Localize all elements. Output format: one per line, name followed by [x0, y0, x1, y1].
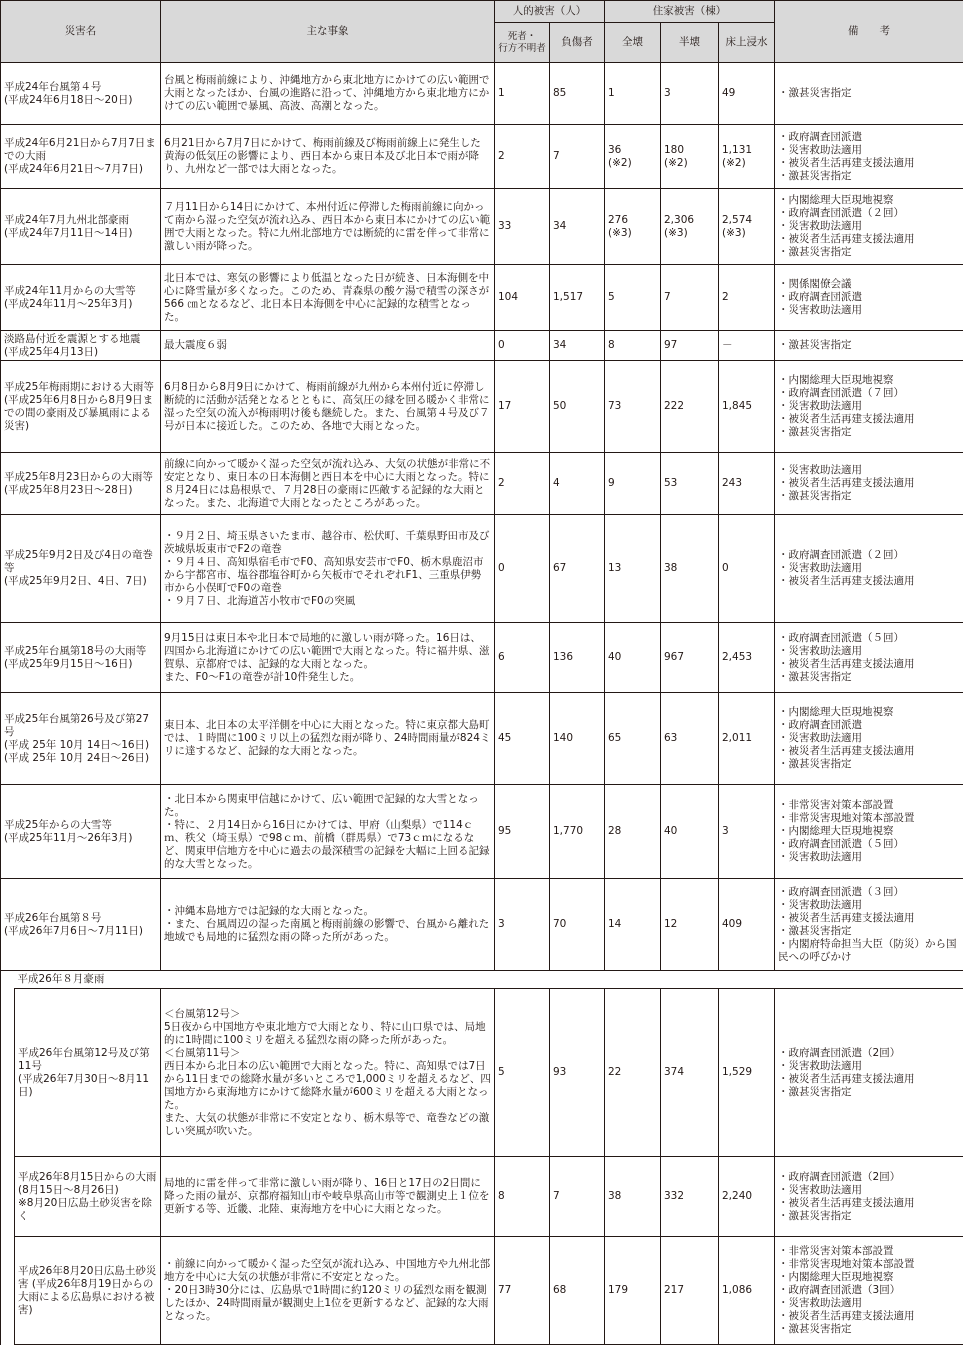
event-description: ・前線に向かって暖かく湿った空気が流れ込み、中国地方や九州北部地方を中心に大気の状態が非常に不安定となった。 ・20日3時30分には、広島県で1時間に約120ミリの猛烈な雨を観測したほか、24時間雨量が観測史上1位を更新するなど、記録的な大雨となった。: [161, 1237, 495, 1345]
injured-count: 85: [550, 63, 605, 125]
half-destroyed-count: 38: [661, 515, 719, 623]
table-row: [1, 361, 963, 453]
remarks: ・関係閣僚会議 ・政府調査団派遣 ・災害救助法適用: [775, 265, 963, 331]
header-events: 主な事象: [161, 1, 495, 63]
table-row: [1, 693, 963, 785]
remarks: ・内閣総理大臣現地視察 ・政府調査団派遣 ・災害救助法適用 ・被災者生活再建支援法適用 ・激甚災害指定: [775, 693, 963, 785]
injured-count: 50: [550, 361, 605, 453]
full-destroyed-count: 22: [605, 989, 661, 1157]
table-row: [1, 879, 963, 971]
group-indent: [1, 1157, 15, 1237]
disaster-name: 平成25年からの大雪等 (平成25年11月～26年3月): [1, 785, 161, 879]
table-row: [1, 515, 963, 623]
dead-missing-count: 77: [495, 1237, 550, 1345]
dead-missing-count: 104: [495, 265, 550, 331]
disaster-name: 平成26年8月15日からの大雨 (8月15日～8月26日) ※8月20日広島土砂災害を除く: [15, 1157, 161, 1237]
dead-missing-count: 2: [495, 125, 550, 189]
dead-missing-count: 0: [495, 515, 550, 623]
remarks: ・政府調査団派遣（５回） ・災害救助法適用 ・被災者生活再建支援法適用 ・激甚災害指定: [775, 623, 963, 693]
event-description: 前線に向かって暖かく湿った空気が流れ込み、大気の状態が非常に不安定となり、東日本の日本海側と西日本を中心に大雨となった。特に８月24日には島根県で、７月28日の豪雨に匹敵する記録的な大雨となった。また、北海道で大雨となったところがあった。: [161, 453, 495, 515]
remarks: ・内閣総理大臣現地視察 ・政府調査団派遣（２回） ・災害救助法適用 ・被災者生活再建支援法適用 ・激甚災害指定: [775, 189, 963, 265]
table-row: [1, 453, 963, 515]
flooded-count: 2: [719, 265, 775, 331]
table-body: [1, 63, 963, 1345]
table-row: [1, 1157, 963, 1237]
half-destroyed-count: 3: [661, 63, 719, 125]
full-destroyed-count: 9: [605, 453, 661, 515]
table-row: [1, 623, 963, 693]
full-destroyed-count: 1: [605, 63, 661, 125]
header-dead: 死者・ 行方不明者: [495, 23, 550, 63]
flooded-count: 2,240: [719, 1157, 775, 1237]
injured-count: 68: [550, 1237, 605, 1345]
group-indent: [1, 971, 15, 989]
half-destroyed-count: 7: [661, 265, 719, 331]
disaster-name: 平成25年9月2日及び4日の竜巻等 (平成25年9月2日、4日、7日): [1, 515, 161, 623]
dead-missing-count: 6: [495, 623, 550, 693]
full-destroyed-count: 5: [605, 265, 661, 331]
flooded-count: 0: [719, 515, 775, 623]
header-remarks: 備 考: [775, 1, 963, 63]
table-row: [1, 189, 963, 265]
injured-count: 93: [550, 989, 605, 1157]
event-description: ・北日本から関東甲信越にかけて、広い範囲で記録的な大雪となった。 ・特に、２月14日から16日にかけては、甲府（山梨県）で114ｃｍ、秩父（埼玉県）で98ｃｍ、前橋（群馬県）で73ｃｍになるなど、関東甲信地方を中心に過去の最深積雪の記録を大幅に上回る記録的な大雪となった。: [161, 785, 495, 879]
flooded-count: 1,845: [719, 361, 775, 453]
dead-missing-count: 95: [495, 785, 550, 879]
half-destroyed-count: 222: [661, 361, 719, 453]
group-title: 平成26年８月豪雨: [15, 971, 963, 989]
full-destroyed-count: 276 (※3): [605, 189, 661, 265]
table-row: [1, 125, 963, 189]
remarks: ・非常災害対策本部設置 ・非常災害現地対策本部設置 ・内閣総理大臣現地視察 ・政府調査団派遣（3回） ・災害救助法適用 ・被災者生活再建支援法適用 ・激甚災害指定: [775, 1237, 963, 1345]
injured-count: 7: [550, 1157, 605, 1237]
injured-count: 1,517: [550, 265, 605, 331]
remarks: ・内閣総理大臣現地視察 ・政府調査団派遣（７回） ・災害救助法適用 ・被災者生活再建支援法適用 ・激甚災害指定: [775, 361, 963, 453]
flooded-count: 243: [719, 453, 775, 515]
group-header-row: [1, 971, 963, 989]
remarks: ・激甚災害指定: [775, 63, 963, 125]
event-description: 6月8日から8月9日にかけて、梅雨前線が九州から本州付近に停滞し断続的に活動が活発となるとともに、高気圧の縁を回る暖かく非常に湿った空気の流入が梅雨明け後も継続した。また、台風第４号及び７号が日本に接近した。このため、各地で大雨となった。: [161, 361, 495, 453]
header-injured: 負傷者: [550, 23, 605, 63]
table-row: [1, 331, 963, 361]
disaster-name: 平成25年8月23日からの大雨等 (平成25年8月23日～28日): [1, 453, 161, 515]
half-destroyed-count: 2,306 (※3): [661, 189, 719, 265]
group-indent: [1, 989, 15, 1157]
event-description: ＜台風第12号＞ 5日夜から中国地方や東北地方で大雨となり、特に山口県では、局地的に1時間に100ミリを超える猛烈な雨の降った所があった。 ＜台風第11号＞ 西日本から北日本の広い範囲で大雨となった。特に、高知県では7日から11日までの総降水量が多いところで1,000ミリを超えるなど、四国地方から東海地方にかけて総降水量が600ミリを超える大雨となった。 また、大気の状態が非常に不安定となり、栃木県等で、竜巻などの激しい突風が吹いた。: [161, 989, 495, 1157]
disaster-name: 平成26年台風第８号 (平成26年7月6日～7月11日): [1, 879, 161, 971]
injured-count: 7: [550, 125, 605, 189]
disaster-name: 平成24年11月からの大雪等 (平成24年11月～25年3月): [1, 265, 161, 331]
remarks: ・激甚災害指定: [775, 331, 963, 361]
injured-count: 34: [550, 189, 605, 265]
half-destroyed-count: 40: [661, 785, 719, 879]
remarks: ・災害救助法適用 ・被災者生活再建支援法適用 ・激甚災害指定: [775, 453, 963, 515]
event-description: 6月21日から7月7日にかけて、梅雨前線及び梅雨前線上に発生した黄海の低気圧の影響により、西日本から東日本及び北日本で雨が降り、九州など一部では大雨となった。: [161, 125, 495, 189]
flooded-count: 3: [719, 785, 775, 879]
flooded-count: 1,131 (※2): [719, 125, 775, 189]
remarks: ・政府調査団派遣 ・災害救助法適用 ・被災者生活再建支援法適用 ・激甚災害指定: [775, 125, 963, 189]
table-row: [1, 785, 963, 879]
disaster-name: 平成26年台風第12号及び第11号 (平成26年7月30日～8月11日): [15, 989, 161, 1157]
half-destroyed-count: 180 (※2): [661, 125, 719, 189]
header-human: 人的被害（人）: [495, 1, 605, 23]
flooded-count: 2,574 (※3): [719, 189, 775, 265]
header-name: 災害名: [1, 1, 161, 63]
injured-count: 34: [550, 331, 605, 361]
half-destroyed-count: 12: [661, 879, 719, 971]
full-destroyed-count: 28: [605, 785, 661, 879]
dead-missing-count: 3: [495, 879, 550, 971]
event-description: 北日本では、寒気の影響により低温となった日が続き、日本海側を中心に降雪量が多くなった。このため、青森県の酸ケ湯で積雪の深さが 566 ㎝となるなど、北日本日本海側を中心に記録的な積雪となった。: [161, 265, 495, 331]
disaster-name: 平成25年梅雨期における大雨等 (平成25年6月8日から8月9日までの間の豪雨及び暴風雨による災害): [1, 361, 161, 453]
half-destroyed-count: 374: [661, 989, 719, 1157]
dead-missing-count: 0: [495, 331, 550, 361]
event-description: 最大震度６弱: [161, 331, 495, 361]
remarks: ・政府調査団派遣（３回） ・災害救助法適用 ・被災者生活再建支援法適用 ・激甚災害指定 ・内閣府特命担当大臣（防災）から国民への呼びかけ: [775, 879, 963, 971]
flooded-count: 1,529: [719, 989, 775, 1157]
disaster-name: 平成24年台風第４号 (平成24年6月18日～20日): [1, 63, 161, 125]
full-destroyed-count: 14: [605, 879, 661, 971]
header-full: 全壊: [605, 23, 661, 63]
full-destroyed-count: 36 (※2): [605, 125, 661, 189]
event-description: ・沖縄本島地方では記録的な大雨となった。 ・また、台風周辺の湿った南風と梅雨前線の影響で、台風から離れた地域でも局地的に猛烈な雨の降った所があった。: [161, 879, 495, 971]
event-description: ・９月２日、埼玉県さいたま市、越谷市、松伏町、千葉県野田市及び茨城県坂東市でF2の竜巻 ・９月４日、高知県宿毛市でF0、高知県安芸市でF0、栃木県鹿沼市から宇都宮市、塩谷郡塩谷町から矢板市でそれぞれF1、三重県伊勢市から小俣町でF0の竜巻 ・９月７日、北海道苫小牧市でF0の突風: [161, 515, 495, 623]
event-description: 局地的に雷を伴って非常に激しい雨が降り、16日と17日の2日間に降った雨の量が、京都府福知山市や岐阜県高山市等で観測史上１位を更新する等、近畿、北陸、東海地方を中心に大雨となった。: [161, 1157, 495, 1237]
half-destroyed-count: 217: [661, 1237, 719, 1345]
event-description: 東日本、北日本の太平洋側を中心に大雨となった。特に東京都大島町では、１時間に100ミリ以上の猛烈な雨が降り、24時間雨量が824ミリに達するなど、記録的な大雨となった。: [161, 693, 495, 785]
table-row: [1, 989, 963, 1157]
disaster-name: 平成26年8月20日広島土砂災害 (平成26年8月19日からの大雨による広島県における被害): [15, 1237, 161, 1345]
full-destroyed-count: 65: [605, 693, 661, 785]
header-half: 半壊: [661, 23, 719, 63]
half-destroyed-count: 53: [661, 453, 719, 515]
injured-count: 67: [550, 515, 605, 623]
remarks: ・非常災害対策本部設置 ・非常災害現地対策本部設置 ・内閣総理大臣現地視察 ・政府調査団派遣（５回） ・災害救助法適用: [775, 785, 963, 879]
table-row: [1, 1237, 963, 1345]
remarks: ・政府調査団派遣（2回） ・災害救助法適用 ・被災者生活再建支援法適用 ・激甚災害指定: [775, 989, 963, 1157]
disaster-name: 平成24年6月21日から7月7日までの大雨 (平成24年6月21日～7月7日): [1, 125, 161, 189]
remarks: ・政府調査団派遣（2回） ・災害救助法適用 ・被災者生活再建支援法適用 ・激甚災害指定: [775, 1157, 963, 1237]
full-destroyed-count: 179: [605, 1237, 661, 1345]
dead-missing-count: 17: [495, 361, 550, 453]
flooded-count: －: [719, 331, 775, 361]
disaster-name: 平成25年台風第18号の大雨等 (平成25年9月15日～16日): [1, 623, 161, 693]
header-flood: 床上浸水: [719, 23, 775, 63]
event-description: ７月11日から14日にかけて、本州付近に停滞した梅雨前線に向かって南から湿った空気が流れ込み、西日本から東日本にかけての広い範囲で大雨となった。特に九州北部地方では断続的に雷を伴って非常に激しい雨が降った。: [161, 189, 495, 265]
flooded-count: 409: [719, 879, 775, 971]
event-description: 9月15日は東日本や北日本で局地的に激しい雨が降った。16日は、四国から北海道にかけての広い範囲で大雨となった。特に福井県、滋賀県、京都府では、記録的な大雨となった。 また、F0～F1の竜巻が計10件発生した。: [161, 623, 495, 693]
disaster-name: 平成25年台風第26号及び第27号 (平成 25年 10月 14日～16日) (平成 25年 10月 24日～26日): [1, 693, 161, 785]
full-destroyed-count: 73: [605, 361, 661, 453]
full-destroyed-count: 8: [605, 331, 661, 361]
header-house: 住家被害（棟）: [605, 1, 775, 23]
dead-missing-count: 33: [495, 189, 550, 265]
table-row: [1, 265, 963, 331]
half-destroyed-count: 63: [661, 693, 719, 785]
half-destroyed-count: 332: [661, 1157, 719, 1237]
flooded-count: 2,011: [719, 693, 775, 785]
dead-missing-count: 2: [495, 453, 550, 515]
injured-count: 4: [550, 453, 605, 515]
full-destroyed-count: 40: [605, 623, 661, 693]
injured-count: 70: [550, 879, 605, 971]
dead-missing-count: 45: [495, 693, 550, 785]
injured-count: 136: [550, 623, 605, 693]
table-row: [1, 63, 963, 125]
injured-count: 1,770: [550, 785, 605, 879]
dead-missing-count: 8: [495, 1157, 550, 1237]
flooded-count: 2,453: [719, 623, 775, 693]
group-indent: [1, 1237, 15, 1345]
full-destroyed-count: 38: [605, 1157, 661, 1237]
flooded-count: 1,086: [719, 1237, 775, 1345]
disaster-name: 淡路島付近を震源とする地震 (平成25年4月13日): [1, 331, 161, 361]
event-description: 台風と梅雨前線により、沖縄地方から東北地方にかけての広い範囲で大雨となったほか、台風の進路に沿って、沖縄地方から東北地方にかけての広い範囲で暴風、高波、高潮となった。: [161, 63, 495, 125]
dead-missing-count: 5: [495, 989, 550, 1157]
flooded-count: 49: [719, 63, 775, 125]
injured-count: 140: [550, 693, 605, 785]
full-destroyed-count: 13: [605, 515, 661, 623]
remarks: ・政府調査団派遣（２回） ・災害救助法適用 ・被災者生活再建支援法適用: [775, 515, 963, 623]
half-destroyed-count: 97: [661, 331, 719, 361]
disaster-name: 平成24年7月九州北部豪雨 (平成24年7月11日～14日): [1, 189, 161, 265]
half-destroyed-count: 967: [661, 623, 719, 693]
dead-missing-count: 1: [495, 63, 550, 125]
